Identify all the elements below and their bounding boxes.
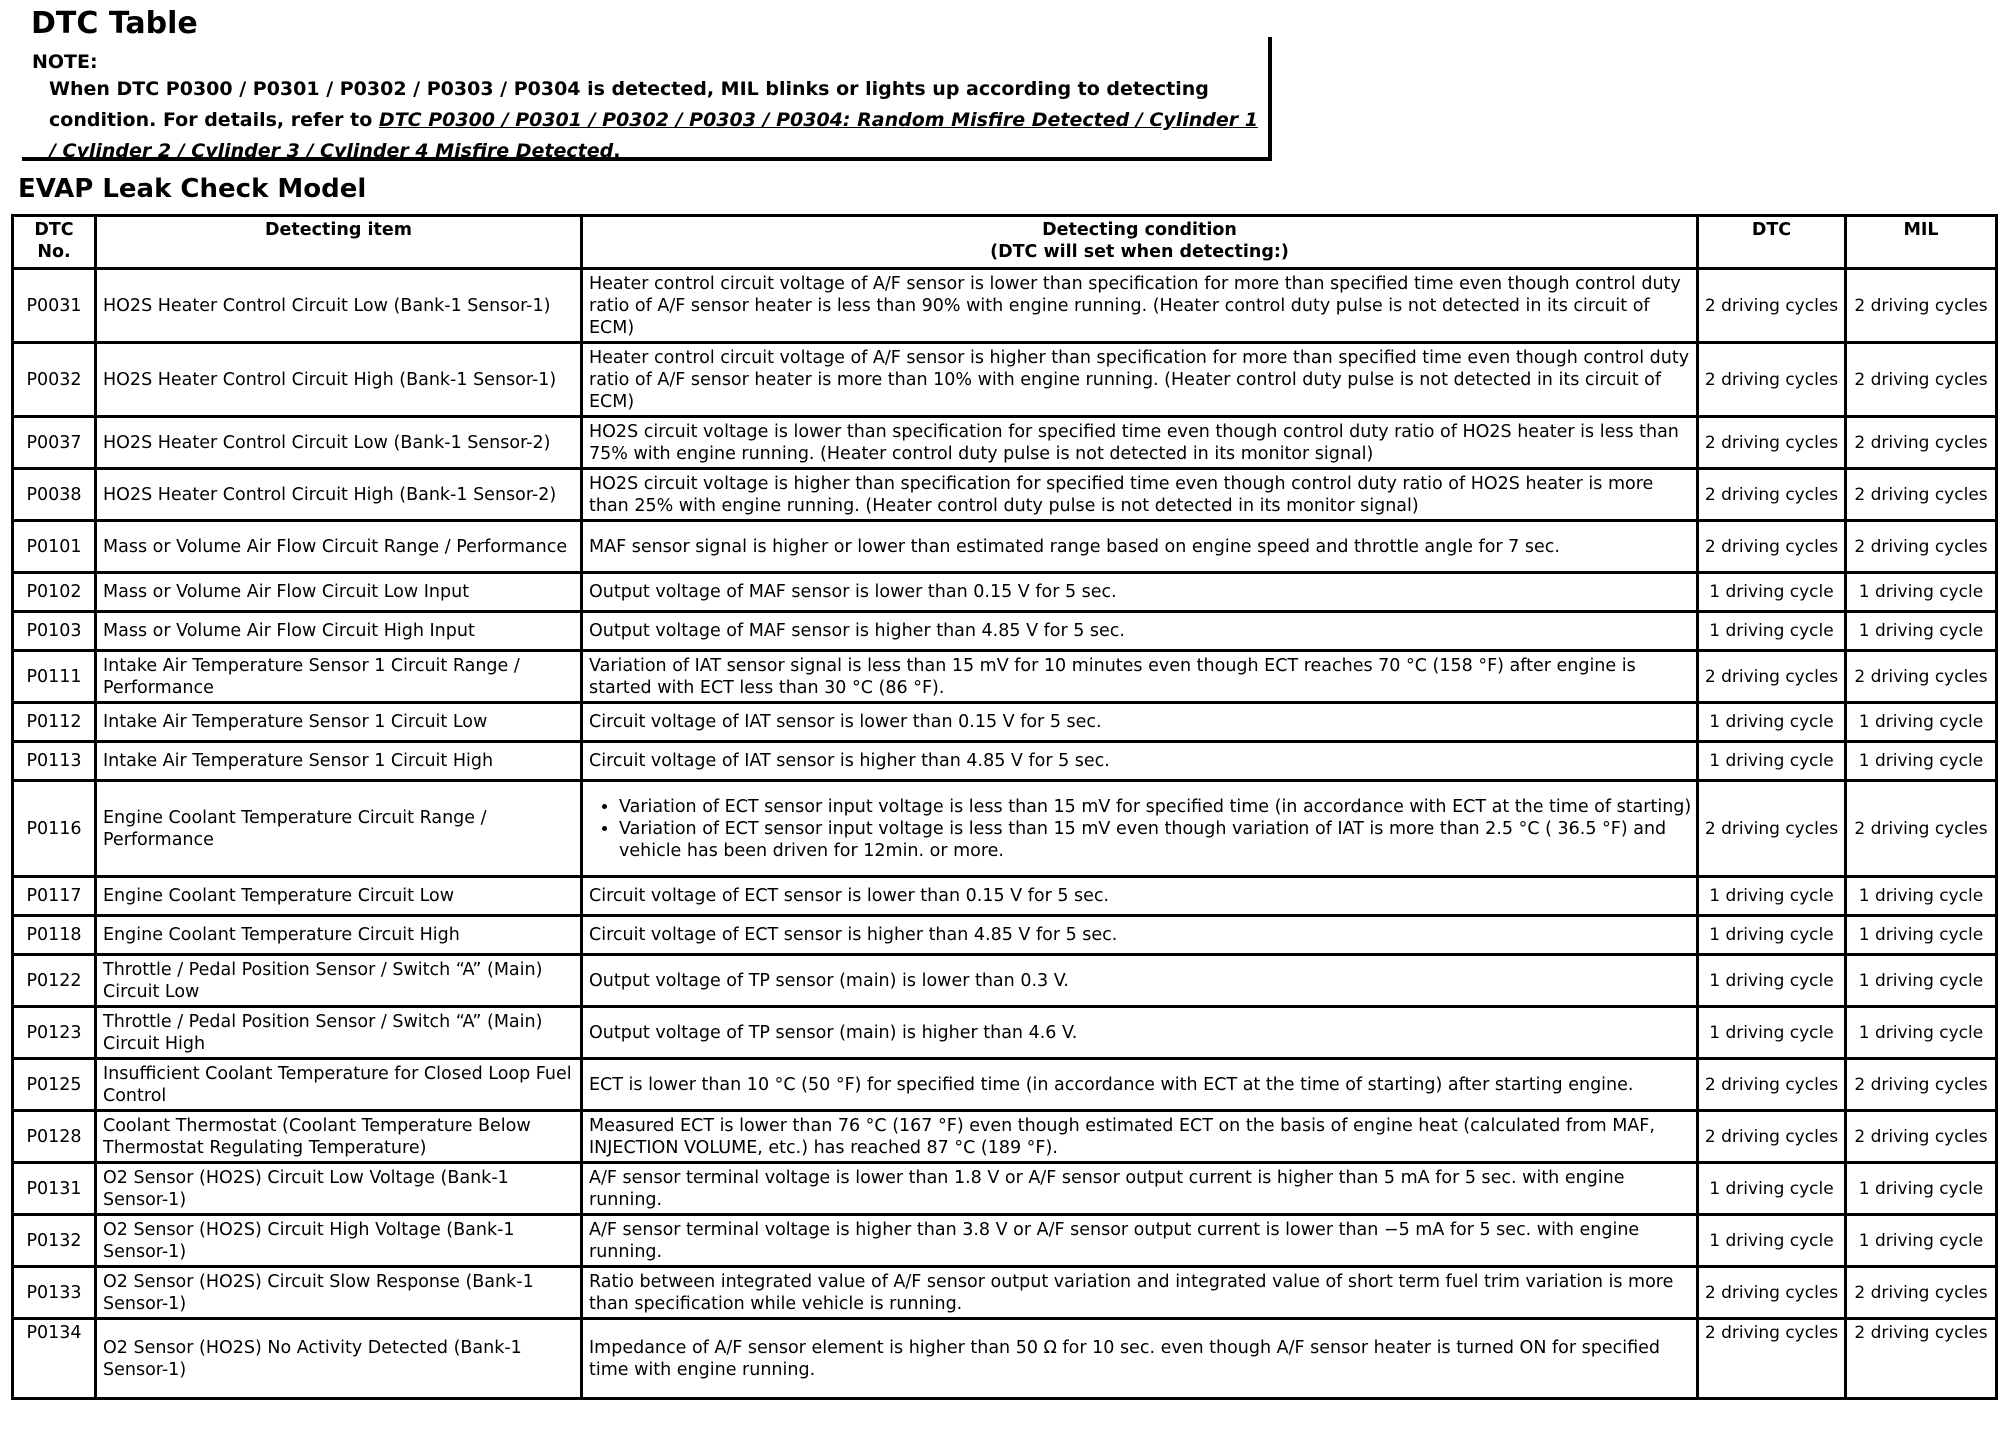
mil-cycle-cell: 1 driving cycle	[1846, 916, 1997, 955]
table-row	[13, 781, 1997, 877]
note-body	[49, 74, 1259, 167]
header-mil: MIL	[1846, 216, 1997, 269]
header-detecting-condition	[582, 216, 1698, 269]
dtc-cycle-cell: 1 driving cycle	[1698, 703, 1846, 742]
table-row	[13, 343, 1997, 417]
condition-list-item: • Variation of ECT sensor input voltage is less than 15 mV for specified time (in accordance with ECT at the time of starting)	[619, 796, 1692, 818]
mil-cycle-cell: 2 driving cycles	[1846, 417, 1997, 469]
detecting-item-cell: O2 Sensor (HO2S) Circuit High Voltage (Bank-1 Sensor-1)	[96, 1215, 582, 1267]
detecting-item-cell: Engine Coolant Temperature Circuit Low	[96, 877, 582, 916]
detecting-item-cell: Mass or Volume Air Flow Circuit Range / Performance	[96, 521, 582, 573]
dtc-code-cell: P0117	[13, 877, 96, 916]
dtc-cycle-cell: 2 driving cycles	[1698, 1111, 1846, 1163]
mil-cycle-cell: 2 driving cycles	[1846, 1267, 1997, 1319]
note-text: When DTC P0300 / P0301 / P0302 / P0303 / P0304 is detected, MIL blinks or lights up according to detecting condition. For details, refer to	[49, 78, 1209, 131]
dtc-cycle-cell: 1 driving cycle	[1698, 916, 1846, 955]
dtc-code-cell: P0112	[13, 703, 96, 742]
table-row	[13, 916, 1997, 955]
detecting-item-cell: Mass or Volume Air Flow Circuit High Input	[96, 612, 582, 651]
header-dtc-no: DTC No.	[13, 216, 96, 269]
mil-cycle-cell: 2 driving cycles	[1846, 521, 1997, 573]
dtc-cycle-cell: 2 driving cycles	[1698, 343, 1846, 417]
dtc-cycle-cell: 2 driving cycles	[1698, 469, 1846, 521]
detecting-condition-cell: Output voltage of MAF sensor is higher than 4.85 V for 5 sec.	[582, 612, 1698, 651]
note-label: NOTE:	[32, 51, 98, 73]
detecting-item-cell: Throttle / Pedal Position Sensor / Switch “A” (Main) Circuit High	[96, 1007, 582, 1059]
dtc-code-cell: P0102	[13, 573, 96, 612]
detecting-condition-cell: Variation of IAT sensor signal is less than 15 mV for 10 minutes even though ECT reaches 70 °C (158 °F) after engine is started with ECT less than 30 °C (86 °F).	[582, 651, 1698, 703]
table-header-row	[13, 216, 1997, 269]
detecting-condition-cell: MAF sensor signal is higher or lower than estimated range based on engine speed and throttle angle for 7 sec.	[582, 521, 1698, 573]
table-row	[13, 1163, 1997, 1215]
mil-cycle-cell: 1 driving cycle	[1846, 1215, 1997, 1267]
mil-cycle-cell: 2 driving cycles	[1846, 269, 1997, 343]
table-row	[13, 269, 1997, 343]
dtc-cycle-cell: 1 driving cycle	[1698, 612, 1846, 651]
table-row	[13, 703, 1997, 742]
note-reference-link[interactable]: DTC P0300 / P0301 / P0302 / P0303 / P0304: Random Misfire Detected / Cylinder 1 / Cylinder 2 / Cylinder 3 / Cylinder 4 Misfire Detected	[49, 109, 1258, 162]
mil-cycle-cell: 2 driving cycles	[1846, 1319, 1997, 1399]
dtc-cycle-cell: 2 driving cycles	[1698, 1059, 1846, 1111]
table-body	[13, 269, 1997, 1399]
mil-cycle-cell: 2 driving cycles	[1846, 1111, 1997, 1163]
mil-cycle-cell: 1 driving cycle	[1846, 742, 1997, 781]
dtc-cycle-cell: 1 driving cycle	[1698, 1163, 1846, 1215]
detecting-condition-cell: ECT is lower than 10 °C (50 °F) for specified time (in accordance with ECT at the time of starting) after starting engine.	[582, 1059, 1698, 1111]
dtc-code-cell: P0132	[13, 1215, 96, 1267]
dtc-code-cell: P0134	[13, 1319, 96, 1399]
detecting-item-cell: Coolant Thermostat (Coolant Temperature Below Thermostat Regulating Temperature)	[96, 1111, 582, 1163]
dtc-code-cell: P0038	[13, 469, 96, 521]
dtc-code-cell: P0032	[13, 343, 96, 417]
section-title: EVAP Leak Check Model	[18, 174, 367, 204]
mil-cycle-cell: 1 driving cycle	[1846, 703, 1997, 742]
table-row	[13, 573, 1997, 612]
table-row	[13, 877, 1997, 916]
mil-cycle-cell: 2 driving cycles	[1846, 651, 1997, 703]
detecting-condition-cell: Output voltage of TP sensor (main) is lower than 0.3 V.	[582, 955, 1698, 1007]
detecting-item-cell: O2 Sensor (HO2S) Circuit Slow Response (Bank-1 Sensor-1)	[96, 1267, 582, 1319]
condition-list-item: • Variation of ECT sensor input voltage is less than 15 mV even though variation of IAT is more than 2.5 °C ( 36.5 °F) and vehicle has been driven for 12min. or more.	[619, 818, 1692, 862]
table-row	[13, 1319, 1997, 1399]
mil-cycle-cell: 2 driving cycles	[1846, 469, 1997, 521]
detecting-condition-cell: Impedance of A/F sensor element is higher than 50 Ω for 10 sec. even though A/F sensor heater is turned ON for specified time with engine running.	[582, 1319, 1698, 1399]
table-row	[13, 1215, 1997, 1267]
mil-cycle-cell: 2 driving cycles	[1846, 343, 1997, 417]
dtc-cycle-cell: 2 driving cycles	[1698, 521, 1846, 573]
detecting-condition-cell: Output voltage of TP sensor (main) is higher than 4.6 V.	[582, 1007, 1698, 1059]
dtc-cycle-cell: 1 driving cycle	[1698, 1007, 1846, 1059]
page-title: DTC Table	[31, 6, 198, 41]
detecting-condition-cell: Circuit voltage of IAT sensor is higher than 4.85 V for 5 sec.	[582, 742, 1698, 781]
mil-cycle-cell: 1 driving cycle	[1846, 877, 1997, 916]
mil-cycle-cell: 1 driving cycle	[1846, 573, 1997, 612]
mil-cycle-cell: 1 driving cycle	[1846, 955, 1997, 1007]
detecting-condition-cell: A/F sensor terminal voltage is higher than 3.8 V or A/F sensor output current is lower than −5 mA for 5 sec. with engine running.	[582, 1215, 1698, 1267]
detecting-condition-cell: Ratio between integrated value of A/F sensor output variation and integrated value of short term fuel trim variation is more than specification while vehicle is running.	[582, 1267, 1698, 1319]
detecting-item-cell: O2 Sensor (HO2S) Circuit Low Voltage (Bank-1 Sensor-1)	[96, 1163, 582, 1215]
detecting-item-cell: Engine Coolant Temperature Circuit High	[96, 916, 582, 955]
dtc-cycle-cell: 1 driving cycle	[1698, 877, 1846, 916]
dtc-code-cell: P0122	[13, 955, 96, 1007]
table-row	[13, 417, 1997, 469]
dtc-code-cell: P0037	[13, 417, 96, 469]
detecting-condition-cell: HO2S circuit voltage is higher than specification for specified time even though control duty ratio of HO2S heater is more than 25% with engine running. (Heater control duty pulse is not detected in its monitor signal)	[582, 469, 1698, 521]
note-end: .	[613, 140, 621, 162]
detecting-item-cell: O2 Sensor (HO2S) No Activity Detected (Bank-1 Sensor-1)	[96, 1319, 582, 1399]
dtc-code-cell: P0031	[13, 269, 96, 343]
table-row	[13, 651, 1997, 703]
detecting-condition-cell: Heater control circuit voltage of A/F sensor is higher than specification for more than specified time even though control duty ratio of A/F sensor heater is more than 10% with engine running. (Heater control duty pulse is not detected in its circuit of ECM)	[582, 343, 1698, 417]
dtc-code-cell: P0125	[13, 1059, 96, 1111]
detecting-item-cell: Intake Air Temperature Sensor 1 Circuit High	[96, 742, 582, 781]
table-row	[13, 1007, 1997, 1059]
detecting-condition-cell: Circuit voltage of ECT sensor is higher than 4.85 V for 5 sec.	[582, 916, 1698, 955]
dtc-code-cell: P0116	[13, 781, 96, 877]
mil-cycle-cell: 2 driving cycles	[1846, 1059, 1997, 1111]
dtc-code-cell: P0131	[13, 1163, 96, 1215]
mil-cycle-cell: 1 driving cycle	[1846, 1007, 1997, 1059]
mil-cycle-cell: 2 driving cycles	[1846, 781, 1997, 877]
dtc-code-cell: P0118	[13, 916, 96, 955]
dtc-table	[11, 214, 1998, 1400]
detecting-condition-cell: A/F sensor terminal voltage is lower than 1.8 V or A/F sensor output current is higher than 5 mA for 5 sec. with engine running.	[582, 1163, 1698, 1215]
dtc-code-cell: P0113	[13, 742, 96, 781]
dtc-code-cell: P0103	[13, 612, 96, 651]
dtc-cycle-cell: 2 driving cycles	[1698, 1319, 1846, 1399]
detecting-item-cell: HO2S Heater Control Circuit High (Bank-1 Sensor-1)	[96, 343, 582, 417]
dtc-code-cell: P0133	[13, 1267, 96, 1319]
dtc-cycle-cell: 2 driving cycles	[1698, 781, 1846, 877]
detecting-item-cell: Intake Air Temperature Sensor 1 Circuit Range / Performance	[96, 651, 582, 703]
header-condition-label: Detecting condition	[1042, 220, 1237, 240]
table-row	[13, 742, 1997, 781]
table-row	[13, 521, 1997, 573]
note-box	[22, 37, 1272, 161]
detecting-item-cell: HO2S Heater Control Circuit Low (Bank-1 Sensor-1)	[96, 269, 582, 343]
dtc-code-cell: P0123	[13, 1007, 96, 1059]
detecting-item-cell: Engine Coolant Temperature Circuit Range / Performance	[96, 781, 582, 877]
header-detecting-item: Detecting item	[96, 216, 582, 269]
header-condition-sub: (DTC will set when detecting:)	[990, 242, 1289, 262]
dtc-cycle-cell: 2 driving cycles	[1698, 417, 1846, 469]
table-row	[13, 955, 1997, 1007]
detecting-condition-cell	[582, 781, 1698, 877]
dtc-cycle-cell: 1 driving cycle	[1698, 742, 1846, 781]
detecting-item-cell: Throttle / Pedal Position Sensor / Switch “A” (Main) Circuit Low	[96, 955, 582, 1007]
detecting-condition-cell: Circuit voltage of ECT sensor is lower than 0.15 V for 5 sec.	[582, 877, 1698, 916]
detecting-condition-cell: Circuit voltage of IAT sensor is lower than 0.15 V for 5 sec.	[582, 703, 1698, 742]
dtc-cycle-cell: 2 driving cycles	[1698, 651, 1846, 703]
dtc-code-cell: P0128	[13, 1111, 96, 1163]
detecting-condition-cell: Measured ECT is lower than 76 °C (167 °F) even though estimated ECT on the basis of engine heat (calculated from MAF, INJECTION VOLUME, etc.) has reached 87 °C (189 °F).	[582, 1111, 1698, 1163]
detecting-item-cell: Intake Air Temperature Sensor 1 Circuit Low	[96, 703, 582, 742]
table-row	[13, 469, 1997, 521]
detecting-condition-cell: HO2S circuit voltage is lower than specification for specified time even though control duty ratio of HO2S heater is less than 75% with engine running. (Heater control duty pulse is not detected in its monitor signal)	[582, 417, 1698, 469]
table-row	[13, 612, 1997, 651]
mil-cycle-cell: 1 driving cycle	[1846, 1163, 1997, 1215]
dtc-cycle-cell: 2 driving cycles	[1698, 1267, 1846, 1319]
header-dtc: DTC	[1698, 216, 1846, 269]
dtc-cycle-cell: 1 driving cycle	[1698, 573, 1846, 612]
detecting-item-cell: HO2S Heater Control Circuit High (Bank-1 Sensor-2)	[96, 469, 582, 521]
detecting-condition-cell: Output voltage of MAF sensor is lower than 0.15 V for 5 sec.	[582, 573, 1698, 612]
dtc-cycle-cell: 1 driving cycle	[1698, 1215, 1846, 1267]
table-row	[13, 1267, 1997, 1319]
detecting-condition-cell: Heater control circuit voltage of A/F sensor is lower than specification for more than specified time even though control duty ratio of A/F sensor heater is less than 90% with engine running. (Heater control duty pulse is not detected in its circuit of ECM)	[582, 269, 1698, 343]
detecting-item-cell: HO2S Heater Control Circuit Low (Bank-1 Sensor-2)	[96, 417, 582, 469]
table-row	[13, 1059, 1997, 1111]
dtc-code-cell: P0101	[13, 521, 96, 573]
table-row	[13, 1111, 1997, 1163]
dtc-code-cell: P0111	[13, 651, 96, 703]
dtc-cycle-cell: 2 driving cycles	[1698, 269, 1846, 343]
detecting-item-cell: Insufficient Coolant Temperature for Closed Loop Fuel Control	[96, 1059, 582, 1111]
dtc-cycle-cell: 1 driving cycle	[1698, 955, 1846, 1007]
condition-list	[589, 796, 1692, 862]
detecting-item-cell: Mass or Volume Air Flow Circuit Low Input	[96, 573, 582, 612]
mil-cycle-cell: 1 driving cycle	[1846, 612, 1997, 651]
